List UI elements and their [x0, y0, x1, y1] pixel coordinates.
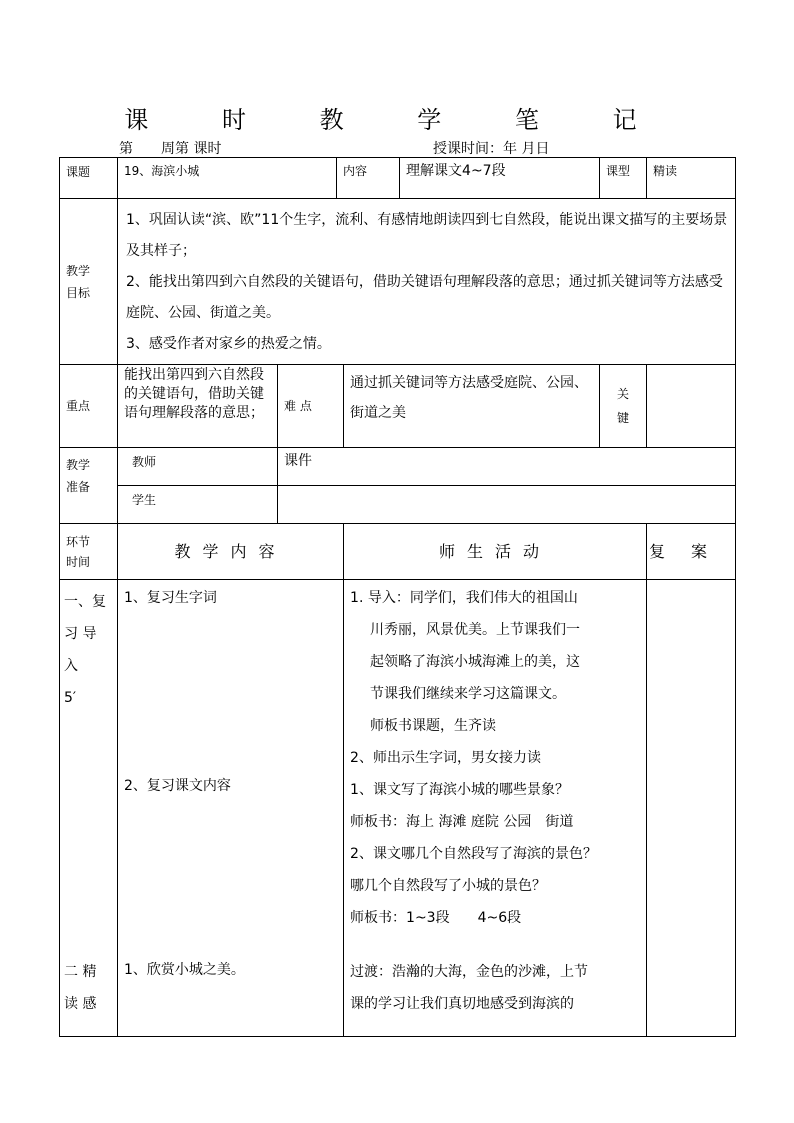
topic-value: 19、海滨小城 — [118, 158, 337, 199]
focus-value: 能找出第四到六自然段的关键语句，借助关键语句理解段落的意思； — [118, 365, 278, 448]
goals-content — [118, 199, 736, 365]
focus-label: 重点 — [60, 365, 118, 448]
lesson-plan-table — [59, 157, 736, 1037]
activity-column — [344, 580, 647, 1037]
goals-row — [60, 199, 736, 365]
activity-line: 师板书：1~3段 4~6段 — [350, 910, 522, 926]
activity-line: 师板书课题，生齐读 — [370, 718, 497, 734]
activity-line: 哪几个自然段写了小城的景色？ — [350, 878, 547, 894]
activity-line: 过渡：浩瀚的大海，金色的沙滩，上节 — [350, 964, 589, 980]
goal-item: 2、能找出第四到六自然段的关键语句，借助关键语句理解段落的意思；通过抓关键词等方法感受庭院、公园、街道之美。 — [126, 274, 723, 321]
prep-label: 教学 准备 — [60, 448, 118, 524]
lesson-type-value: 精读 — [647, 158, 736, 199]
stage-1-line: 习 导 — [64, 626, 97, 642]
review-header: 复案 — [647, 524, 736, 580]
content-item: 2、复习课文内容 — [124, 778, 231, 794]
activity-line: 起领略了海滨小城海滩上的美，这 — [370, 654, 581, 670]
focus-row — [60, 365, 736, 448]
activity-line: 2、课文哪几个自然段写了海滨的景色？ — [350, 846, 597, 862]
activity-line: 节课我们继续来学习这篇课文。 — [370, 686, 567, 702]
activity-line: 1. 导入：同学们，我们伟大的祖国山 — [350, 590, 578, 606]
content-header: 教学内容 — [118, 524, 344, 580]
lesson-body-row — [60, 580, 736, 1037]
content-label: 内容 — [337, 158, 400, 199]
teacher-value: 课件 — [278, 448, 736, 486]
stage-1-line: 一、复 — [64, 594, 106, 610]
content-item: 1、复习生字词 — [124, 590, 217, 606]
week-lesson-label: 第 周第 课时 — [119, 141, 222, 157]
prep-teacher-row — [60, 448, 736, 486]
stage-1-time: 5′ — [64, 690, 77, 706]
content-item: 1、欣赏小城之美。 — [124, 962, 245, 978]
stage-header: 环节 时间 — [60, 524, 118, 580]
goal-item: 1、巩固认读“滨、欧”11个生字，流利、有感情地朗读四到七自然段，能说出课文描写的主要场景及其样子； — [126, 212, 728, 259]
review-column — [647, 580, 736, 1037]
stage-2-line: 二 精 — [64, 964, 97, 980]
student-label: 学生 — [118, 486, 278, 524]
stage-column — [60, 580, 118, 1037]
activity-line: 川秀丽，风景优美。上节课我们一 — [370, 622, 581, 638]
student-value — [278, 486, 736, 524]
activity-line: 1、课文写了海滨小城的哪些景象？ — [350, 782, 569, 798]
activity-line: 课的学习让我们真切地感受到海滨的 — [350, 996, 575, 1012]
topic-label: 课题 — [60, 158, 118, 199]
content-value: 理解课文4~7段 — [400, 158, 600, 199]
goal-item: 3、感受作者对家乡的热爱之情。 — [126, 336, 331, 352]
lesson-type-label: 课型 — [600, 158, 647, 199]
stage-1-line: 入 — [64, 658, 78, 674]
key-label: 关 键 — [600, 365, 647, 448]
page-title: 课 时 教 学 笔 记 — [124, 106, 670, 134]
teacher-label: 教师 — [118, 448, 278, 486]
column-header-row — [60, 524, 736, 580]
lesson-date-label: 授课时间：年 月日 — [433, 141, 550, 157]
stage-2-line: 读 感 — [64, 996, 97, 1012]
difficulty-label: 难 点 — [278, 365, 344, 448]
content-column — [118, 580, 344, 1037]
prep-student-row — [60, 486, 736, 524]
difficulty-value: 通过抓关键词等方法感受庭院、公园、街道之美 — [344, 365, 600, 448]
activity-header: 师生活动 — [344, 524, 647, 580]
topic-row — [60, 158, 736, 199]
key-value — [647, 365, 736, 448]
goals-label: 教学 目标 — [60, 199, 118, 365]
activity-line: 2、师出示生字词，男女接力读 — [350, 750, 541, 766]
activity-line: 师板书：海上 海滩 庭院 公园 街道 — [350, 814, 574, 830]
